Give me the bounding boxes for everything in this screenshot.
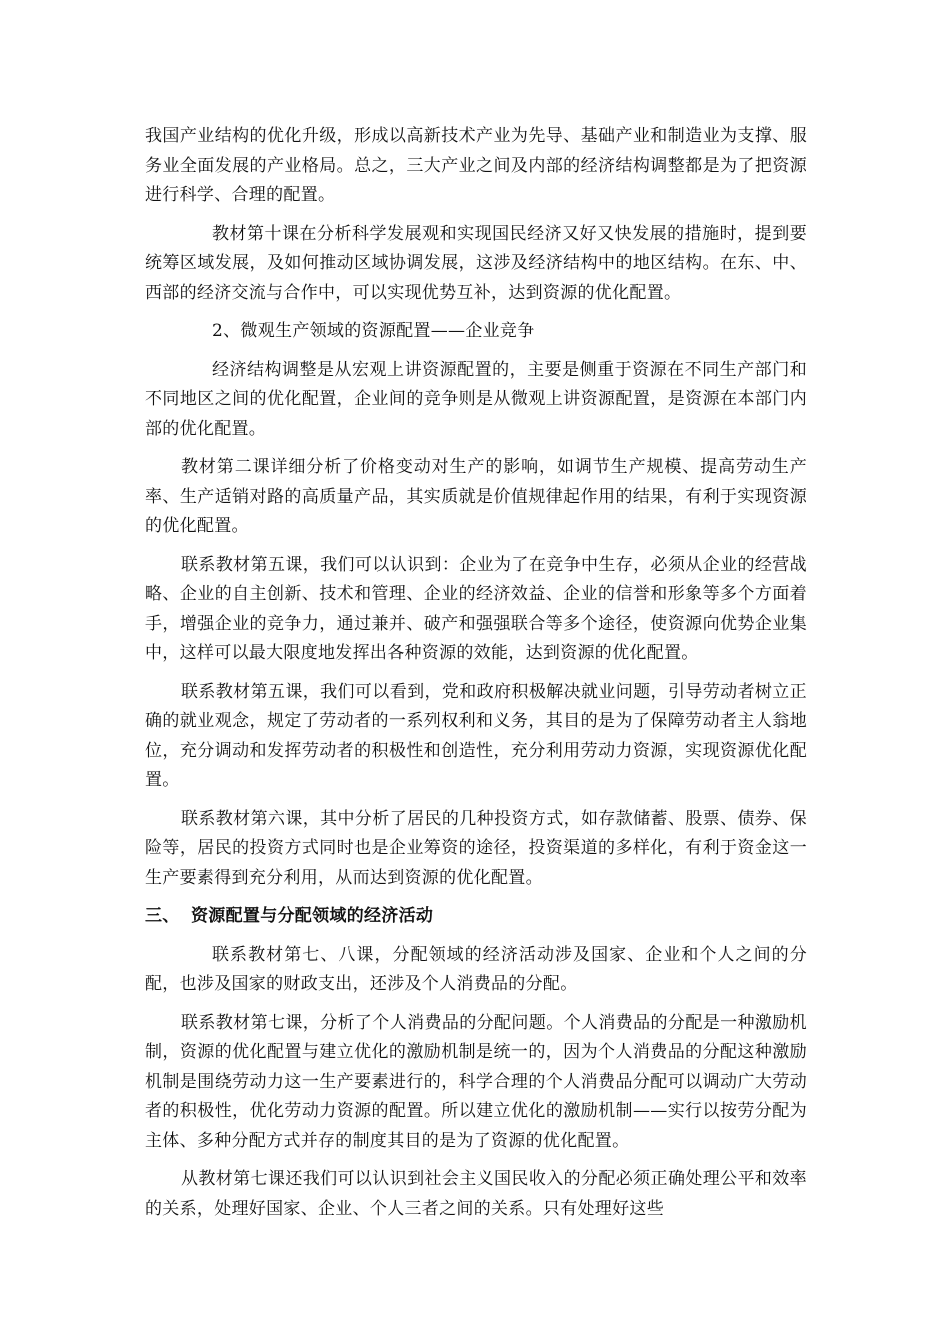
paragraph-lesson-five-enterprise: 联系教材第五课，我们可以认识到：企业为了在竞争中生存，必须从企业的经营战略、企业的自主创新、技术和管理、企业的经济效益、企业的信誉和形象等多个方面着手，增强企业的竞争力，通过兼并、破产和强强联合等多个途径，使资源向优势企业集中，这样可以最大限度地发挥出各种资源的效能，达到资源的优化配置。 [145,554,807,663]
subheading-micro-allocation: 2、微观生产领域的资源配置——企业竞争 [212,321,535,341]
document-page [145,122,807,1233]
section-number: 三、 [145,906,180,926]
paragraph-lesson-six: 联系教材第六课，其中分析了居民的几种投资方式，如存款储蓄、股票、债券、保险等，居民的投资方式同时也是企业筹资的途径，投资渠道的多样化，有利于资金这一生产要素得到充分利用，从而达到资源的优化配置。 [145,808,807,888]
paragraph-fairness-efficiency: 从教材第七课还我们可以认识到社会主义国民收入的分配必须正确处理公平和效率的关系，处理好国家、企业、个人三者之间的关系。只有处理好这些 [145,1169,807,1219]
paragraph-distribution-intro: 联系教材第七、八课，分配领域的经济活动涉及国家、企业和个人之间的分配，也涉及国家的财政支出，还涉及个人消费品的分配。 [145,944,807,994]
paragraph-industry-structure: 我国产业结构的优化升级，形成以高新技术产业为先导、基础产业和制造业为支撑、服务业全面发展的产业格局。总之，三大产业之间及内部的经济结构调整都是为了把资源进行科学、合理的配置。 [145,126,807,205]
paragraph-incentive-mechanism: 联系教材第七课，分析了个人消费品的分配问题。个人消费品的分配是一种激励机制，资源的优化配置与建立优化的激励机制是统一的，因为个人消费品的分配这种激励机制是围绕劳动力这一生产要素进行的，科学合理的个人消费品分配可以调动广大劳动者的积极性，优化劳动力资源的配置。所以建立优化的激励机制——实行以按劳分配为主体、多种分配方式并存的制度其目的是为了资源的优化配置。 [145,1012,807,1151]
paragraph-lesson-five-employment: 联系教材第五课，我们可以看到，党和政府积极解决就业问题，引导劳动者树立正确的就业观念，规定了劳动者的一系列权利和义务，其目的是为了保障劳动者主人翁地位，充分调动和发挥劳动者的积极性和创造性，充分利用劳动力资源，实现资源优化配置。 [145,681,807,790]
section-title: 资源配置与分配领域的经济活动 [191,906,434,926]
paragraph-structure-vs-competition: 经济结构调整是从宏观上讲资源配置的，主要是侧重于资源在不同生产部门和不同地区之间的优化配置，企业间的竞争则是从微观上讲资源配置，是资源在本部门内部的优化配置。 [145,359,807,439]
paragraph-lesson-two: 教材第二课详细分析了价格变动对生产的影响，如调节生产规模、提高劳动生产率、生产适销对路的高质量产品，其实质就是价值规律起作用的结果，有利于实现资源的优化配置。 [145,457,807,536]
paragraph-regional-development: 教材第十课在分析科学发展观和实现国民经济又好又快发展的措施时，提到要统筹区域发展，及如何推动区域协调发展，这涉及经济结构中的地区结构。在东、中、西部的经济交流与合作中，可以实现优势互补，达到资源的优化配置。 [145,223,807,303]
section-heading-three [145,902,807,932]
